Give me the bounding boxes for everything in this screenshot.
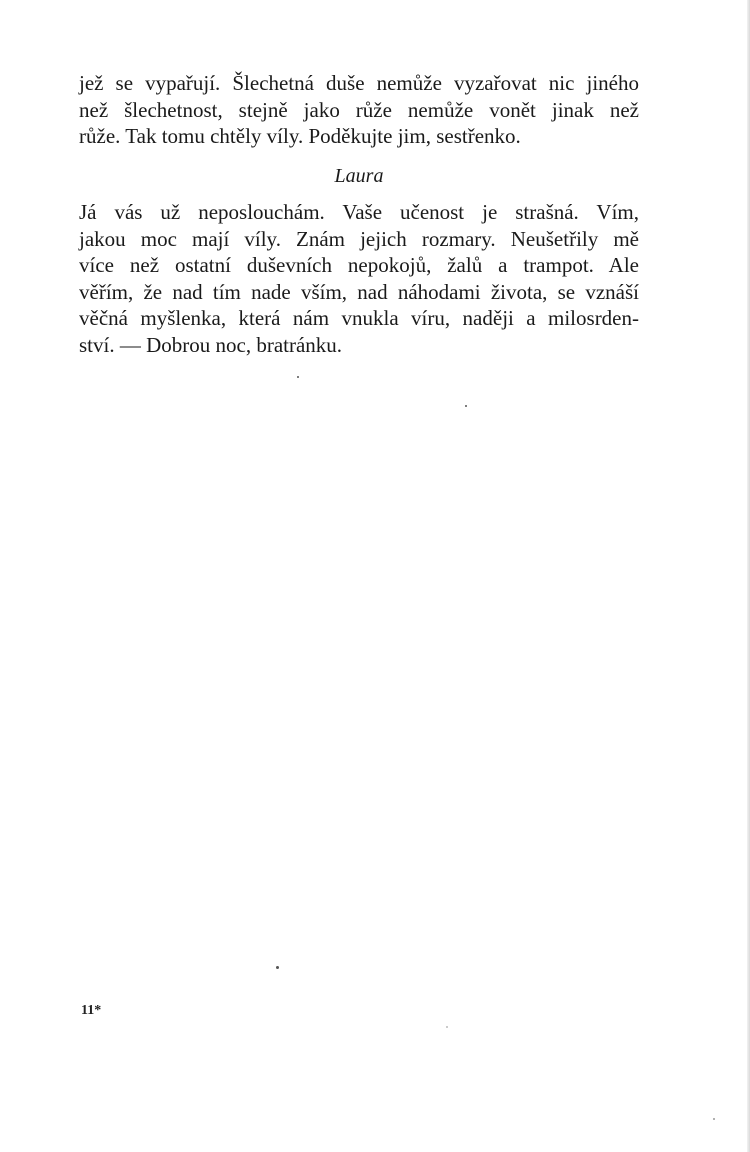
text-line: ství. — Dobrou noc, bratránku. [79, 332, 343, 357]
speaker-name: Laura [334, 165, 384, 187]
text-line: více než ostatní duševních nepokojů, žalů a trampot. Ale [79, 253, 639, 277]
text-line: věčná myšlenka, která nám vnukla víru, naději a milosrden- [79, 306, 639, 330]
text-line: růže. Tak tomu chtěly víly. Poděkujte jim, sestřenko. [79, 124, 521, 148]
print-speck [276, 966, 279, 969]
text-line: než šlechetnost, stejně jako růže nemůže vonět jinak než [79, 97, 639, 122]
text-line: věřím, že nad tím nade vším, nad náhodami života, se vznáší [79, 279, 639, 304]
text-line: jakou moc mají víly. Znám jejich rozmary. Neušetřily mě [79, 226, 639, 251]
print-speck [446, 1026, 448, 1028]
speaker-paragraph [79, 199, 639, 358]
text-line: jež se vypařují. Šlechetná duše nemůže vyzařovat nic jiného [79, 71, 639, 95]
print-speck [297, 376, 299, 378]
paragraph-continuation [79, 70, 639, 150]
text-line: Já vás už neposlouchám. Vaše učenost je strašná. Vím, [79, 200, 639, 224]
signature-mark: 11* [81, 1003, 102, 1018]
print-speck [465, 405, 467, 407]
print-speck [713, 1118, 715, 1120]
